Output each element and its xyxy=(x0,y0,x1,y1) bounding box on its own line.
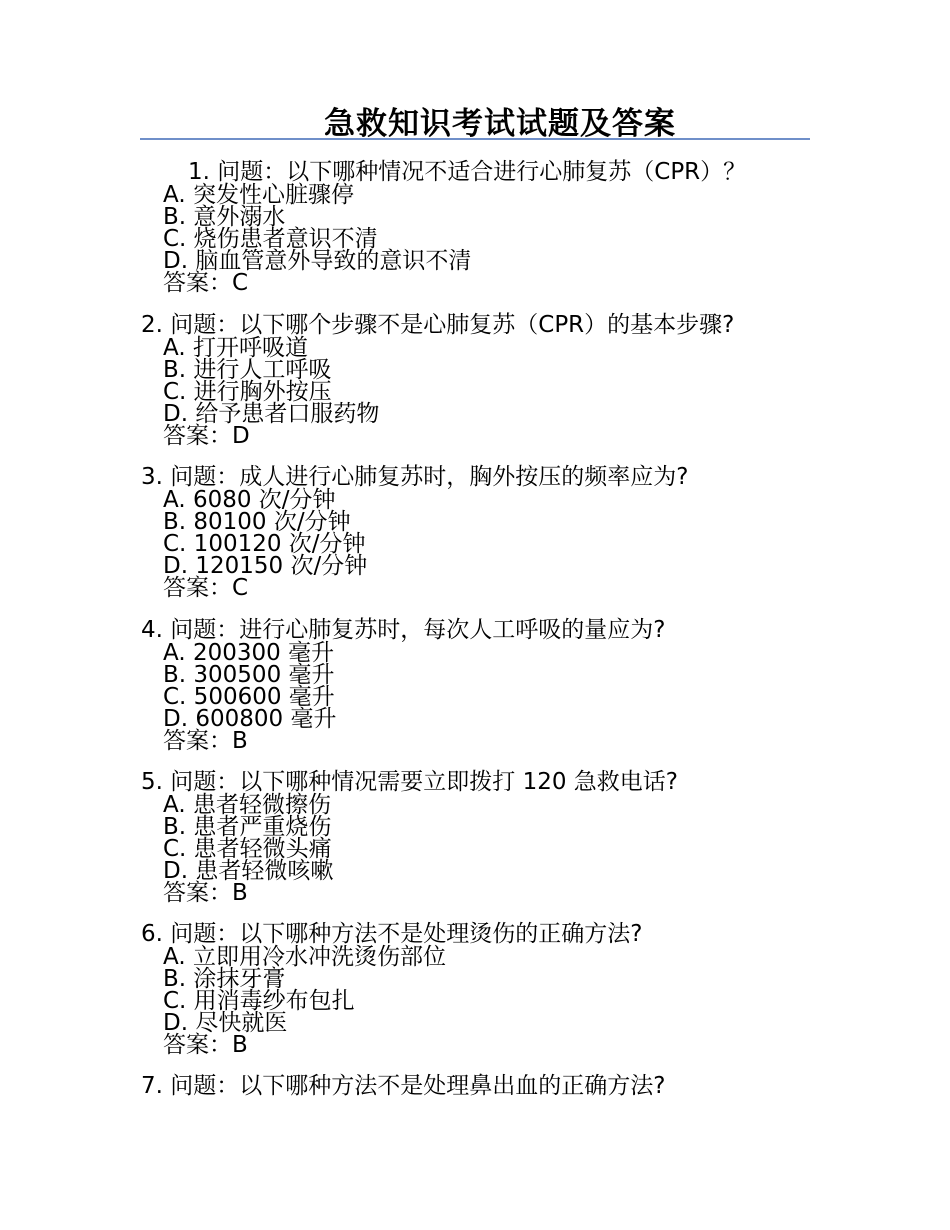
answer-line: 答案：C xyxy=(163,575,249,601)
option-c: C. 500600 毫升 xyxy=(163,684,335,710)
option-d: D. 120150 次/分钟 xyxy=(163,553,368,579)
option-c: C. 患者轻微头痛 xyxy=(163,836,332,862)
question-stem: 5. 问题：以下哪种情况需要立即拨打 120 急救电话? xyxy=(141,769,678,795)
option-a: A. 打开呼吸道 xyxy=(163,335,308,361)
option-b: B. 涂抹牙膏 xyxy=(163,966,286,992)
option-b: B. 意外溺水 xyxy=(163,204,286,230)
question-stem: 2. 问题：以下哪个步骤不是心肺复苏（CPR）的基本步骤? xyxy=(141,312,735,338)
option-d: D. 600800 毫升 xyxy=(163,706,337,732)
question-stem: 4. 问题：进行心肺复苏时，每次人工呼吸的量应为? xyxy=(141,617,666,643)
option-d: D. 给予患者口服药物 xyxy=(163,401,380,427)
option-d: D. 尽快就医 xyxy=(163,1010,288,1036)
option-a: A. 立即用冷水冲洗烫伤部位 xyxy=(163,944,446,970)
option-c: C. 100120 次/分钟 xyxy=(163,531,366,557)
option-b: B. 患者严重烧伤 xyxy=(163,814,332,840)
option-b: B. 300500 毫升 xyxy=(163,662,335,688)
option-b: B. 进行人工呼吸 xyxy=(163,357,332,383)
option-d: D. 患者轻微咳嗽 xyxy=(163,858,334,884)
option-c: C. 用消毒纱布包扎 xyxy=(163,988,355,1014)
answer-line: 答案：D xyxy=(163,423,250,449)
page-title: 急救知识考试试题及答案 xyxy=(324,106,676,142)
question-stem: 3. 问题：成人进行心肺复苏时，胸外按压的频率应为? xyxy=(141,464,689,490)
question-stem: 7. 问题：以下哪种方法不是处理鼻出血的正确方法? xyxy=(141,1073,666,1099)
answer-line: 答案：B xyxy=(163,728,248,754)
option-c: C. 烧伤患者意识不清 xyxy=(163,226,378,252)
option-b: B. 80100 次/分钟 xyxy=(163,509,351,535)
option-d: D. 脑血管意外导致的意识不清 xyxy=(163,248,472,274)
question-stem: 1. 问题：以下哪种情况不适合进行心肺复苏（CPR）？ xyxy=(188,159,747,185)
answer-line: 答案：C xyxy=(163,270,249,296)
option-a: A. 患者轻微擦伤 xyxy=(163,792,331,818)
option-a: A. 200300 毫升 xyxy=(163,640,335,666)
option-a: A. 6080 次/分钟 xyxy=(163,487,336,513)
option-a: A. 突发性心脏骤停 xyxy=(163,182,354,208)
question-stem: 6. 问题：以下哪种方法不是处理烫伤的正确方法? xyxy=(141,921,643,947)
answer-line: 答案：B xyxy=(163,1032,248,1058)
option-c: C. 进行胸外按压 xyxy=(163,379,332,405)
title-underline xyxy=(140,138,810,140)
answer-line: 答案：B xyxy=(163,880,248,906)
